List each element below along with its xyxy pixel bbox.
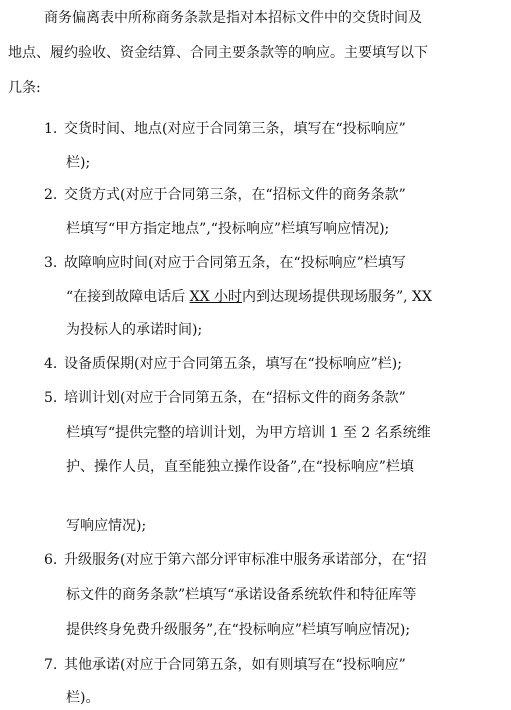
item-text: 其他承诺(对应于合同第五条，如有则填写在“投标响应” [64, 657, 406, 673]
item-3-continuation [66, 287, 432, 307]
item-number: 5. [44, 390, 58, 406]
item-number: 3. [44, 255, 58, 271]
item-number: 4. [44, 356, 58, 372]
item-5-continuation: 栏填写“提供完整的培训计划，为甲方培训 1 至 2 名系统维 [66, 425, 431, 441]
item-number: 7. [44, 657, 58, 673]
intro-line-1: 商务偏离表中所称商务条款是指对本招标文件中的交货时间及 [44, 10, 422, 26]
item-number: 2. [44, 187, 58, 203]
item-text: 培训计划(对应于合同第五条，在“招标文件的商务条款” [64, 390, 406, 406]
list-item-3 [44, 253, 406, 273]
item-text: 交货时间、地点(对应于合同第三条，填写在“投标响应” [64, 121, 406, 137]
list-item-4 [44, 354, 402, 374]
item-3-continuation-2: 为投标人的承诺时间); [66, 322, 203, 338]
item-number: 1. [44, 121, 58, 137]
item-5-continuation-3: 写响应情况); [66, 518, 147, 534]
list-item-6 [44, 550, 427, 570]
item-text: 故障响应时间(对应于合同第五条，在“投标响应”栏填写 [64, 255, 406, 271]
item-text: 交货方式(对应于合同第三条，在“招标文件的商务条款” [64, 187, 406, 203]
item-2-continuation: 栏填写“甲方指定地点”,“投标响应”栏填写响应情况); [66, 221, 390, 237]
item-1-continuation: 栏); [66, 155, 91, 171]
intro-line-2: 地点、履约验收、资金结算、合同主要条款等的响应。主要填写以下 [8, 45, 428, 61]
underlined-hours: XX 小时 [189, 289, 242, 305]
item-text: 设备质保期(对应于合同第五条，填写在“投标响应”栏); [64, 356, 402, 372]
intro-line-3: 几条: [8, 80, 41, 96]
item-7-continuation: 栏)。 [66, 690, 100, 706]
list-item-7 [44, 655, 406, 675]
item-5-continuation-2: 护、操作人员，直至能独立操作设备”,在“投标响应”栏填 [66, 459, 414, 475]
item-6-continuation: 标文件的商务条款”栏填写“承诺设备系统软件和特征库等 [66, 587, 417, 603]
item-6-continuation-2: 提供终身免费升级服务”,在“投标响应”栏填写响应情况); [66, 622, 411, 638]
item-number: 6. [44, 552, 58, 568]
list-item-1 [44, 119, 406, 139]
item-text: 升级服务(对应于第六部分评审标准中服务承诺部分，在“招 [64, 552, 427, 568]
list-item-2 [44, 185, 406, 205]
list-item-5 [44, 388, 406, 408]
item-text-pre: “在接到故障电话后 [66, 289, 190, 305]
item-text-post: 内到达现场提供现场服务”, XX [242, 289, 432, 305]
